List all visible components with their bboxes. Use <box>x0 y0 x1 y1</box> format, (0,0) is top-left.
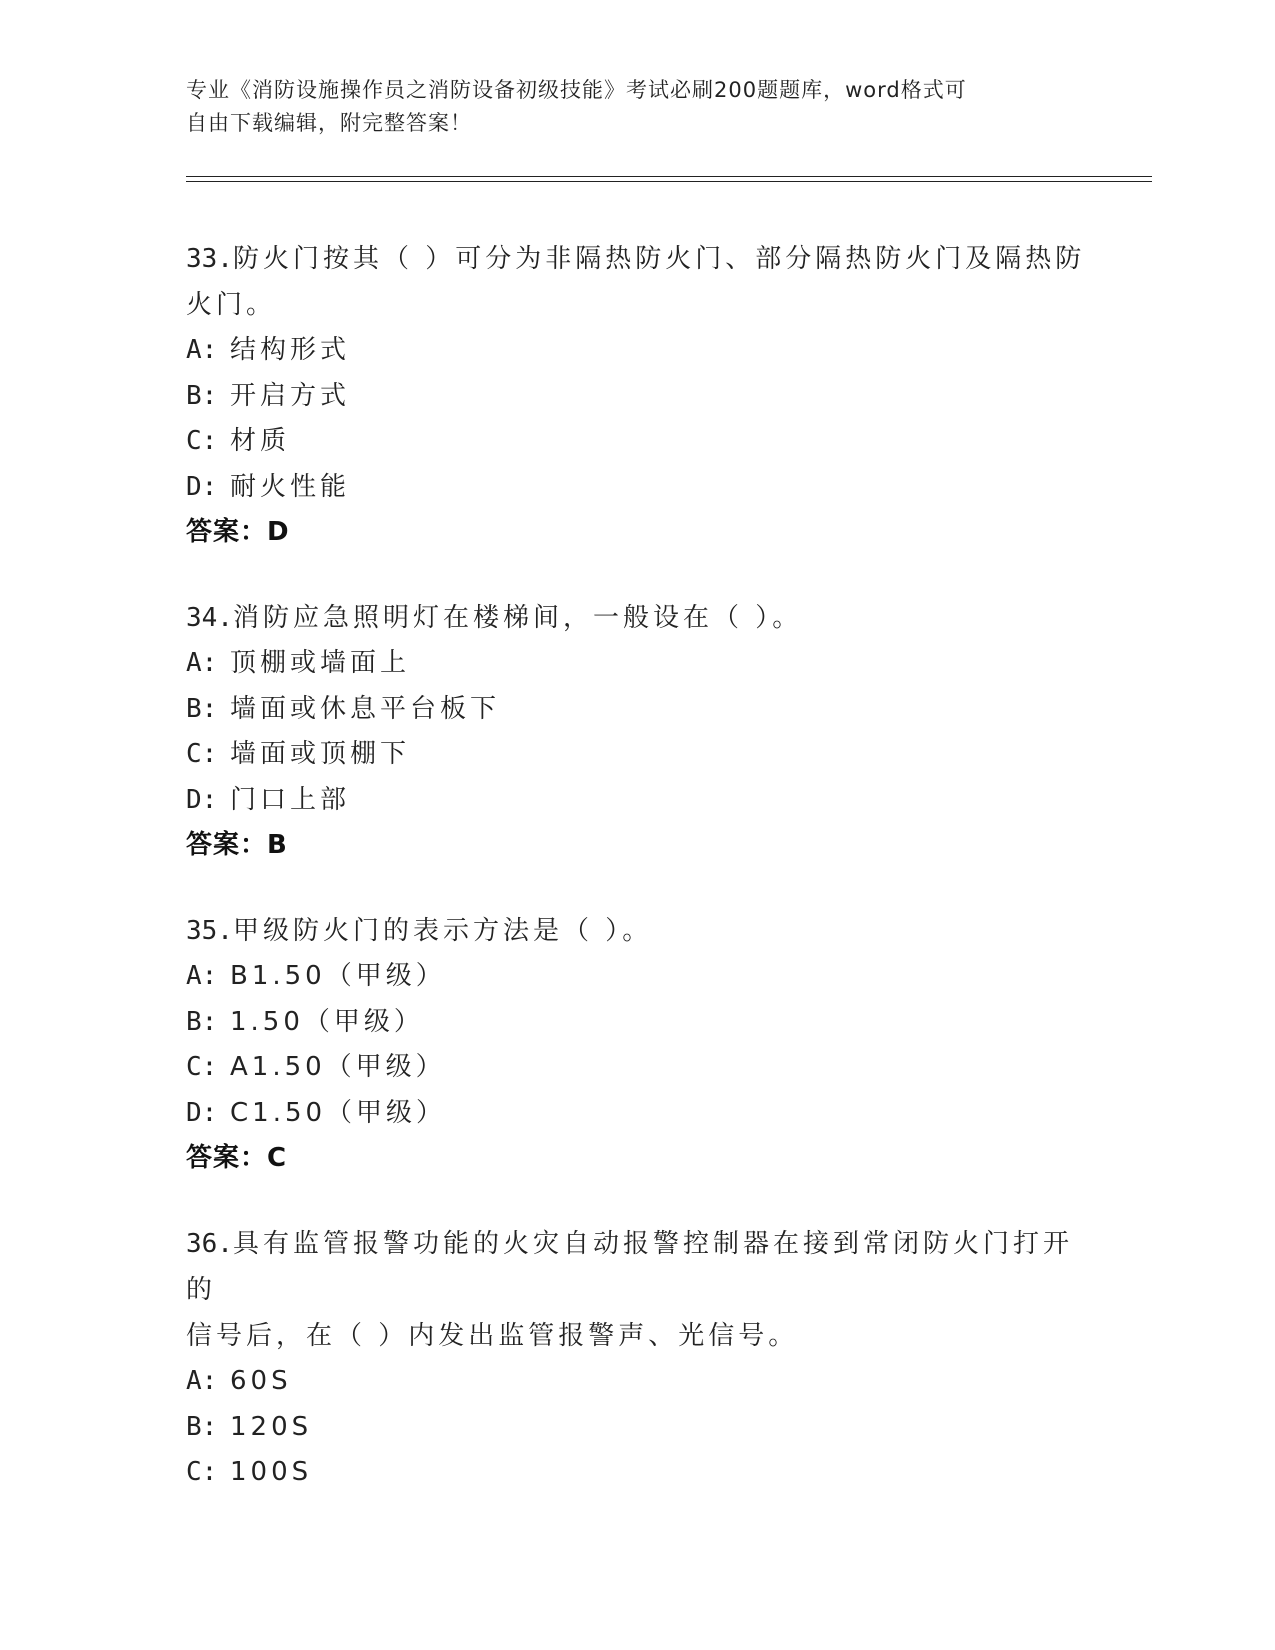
answer-label: 答案：B <box>186 830 288 860</box>
option-text: 结构形式 <box>230 335 351 365</box>
question-stem <box>186 908 1086 954</box>
question-stem <box>186 595 1086 641</box>
header-divider-bottom <box>186 181 1152 182</box>
option-text: 120S <box>230 1411 313 1442</box>
option-letter: B: <box>186 693 218 724</box>
option-a <box>186 641 1086 687</box>
option-d <box>186 465 1086 511</box>
option-text: C1.50（甲级） <box>230 1097 447 1128</box>
option-letter: C: <box>186 1457 218 1487</box>
question-text-line-1: 具有监管报警功能的火灾自动报警控制器在接到常闭防火门打开的 <box>186 1229 1073 1305</box>
option-text: A1.50（甲级） <box>230 1052 446 1082</box>
option-b <box>186 687 1086 733</box>
header-line-2: 自由下载编辑，附完整答案！ <box>186 111 472 135</box>
option-letter: D: <box>186 784 218 815</box>
question-36 <box>186 1221 1086 1496</box>
question-text-line-1: 防火门按其（ ）可分为非隔热防火门、部分隔热防火门及隔热防 <box>232 244 1086 274</box>
option-c <box>186 732 1086 778</box>
option-text: 顶棚或墙面上 <box>230 648 411 678</box>
question-text-line-2: 信号后，在（ ）内发出监管报警声、光信号。 <box>186 1321 799 1351</box>
option-letter: A: <box>186 961 218 991</box>
answer-label: 答案：D <box>186 517 290 547</box>
question-text-line-1: 甲级防火门的表示方法是（ ）。 <box>232 916 653 946</box>
question-number: 35. <box>186 916 233 946</box>
answer-label: 答案：C <box>186 1143 288 1173</box>
question-text-line-2: 火门。 <box>186 290 277 320</box>
option-letter: D: <box>186 1097 218 1128</box>
question-number: 36. <box>186 1229 233 1259</box>
question-35 <box>186 908 1086 1181</box>
option-text: 60S <box>230 1366 292 1396</box>
option-list <box>186 1359 1086 1496</box>
option-letter: C: <box>186 426 218 456</box>
option-text: 1.50（甲级） <box>230 1006 424 1037</box>
question-number: 34. <box>186 603 233 633</box>
option-text: 墙面或顶棚下 <box>230 739 411 769</box>
option-c <box>186 1450 1086 1496</box>
option-text: 100S <box>230 1457 313 1487</box>
option-c <box>186 1045 1086 1091</box>
option-a <box>186 954 1086 1000</box>
option-letter: A: <box>186 335 218 365</box>
option-b <box>186 1000 1086 1046</box>
question-stem <box>186 236 1086 282</box>
option-text: 墙面或休息平台板下 <box>230 693 501 724</box>
option-letter: A: <box>186 648 218 678</box>
question-34 <box>186 595 1086 868</box>
header-line-1: 专业《消防设施操作员之消防设备初级技能》考试必刷200题题库，word格式可 <box>186 78 967 102</box>
option-d <box>186 778 1086 824</box>
option-a <box>186 1359 1086 1405</box>
option-b <box>186 374 1086 420</box>
option-letter: B: <box>186 1006 218 1037</box>
option-list <box>186 328 1086 510</box>
option-letter: C: <box>186 739 218 769</box>
option-list <box>186 954 1086 1136</box>
option-text: 门口上部 <box>230 784 351 815</box>
question-list <box>186 236 1086 1536</box>
option-text: 材质 <box>230 426 291 456</box>
option-text: B1.50（甲级） <box>230 961 446 991</box>
question-number: 33. <box>186 244 233 274</box>
option-a <box>186 328 1086 374</box>
option-letter: B: <box>186 380 218 411</box>
option-letter: D: <box>186 471 218 502</box>
option-letter: C: <box>186 1052 218 1082</box>
option-text: 开启方式 <box>230 380 351 411</box>
question-stem <box>186 1221 1086 1313</box>
document-header <box>186 74 1066 140</box>
option-c <box>186 419 1086 465</box>
option-letter: A: <box>186 1366 218 1396</box>
option-d <box>186 1091 1086 1137</box>
option-list <box>186 641 1086 823</box>
header-divider-top <box>186 176 1152 177</box>
question-33 <box>186 236 1086 555</box>
option-text: 耐火性能 <box>230 471 351 502</box>
option-b <box>186 1405 1086 1451</box>
option-letter: B: <box>186 1411 218 1442</box>
question-text-line-1: 消防应急照明灯在楼梯间，一般设在（ ）。 <box>232 603 803 633</box>
